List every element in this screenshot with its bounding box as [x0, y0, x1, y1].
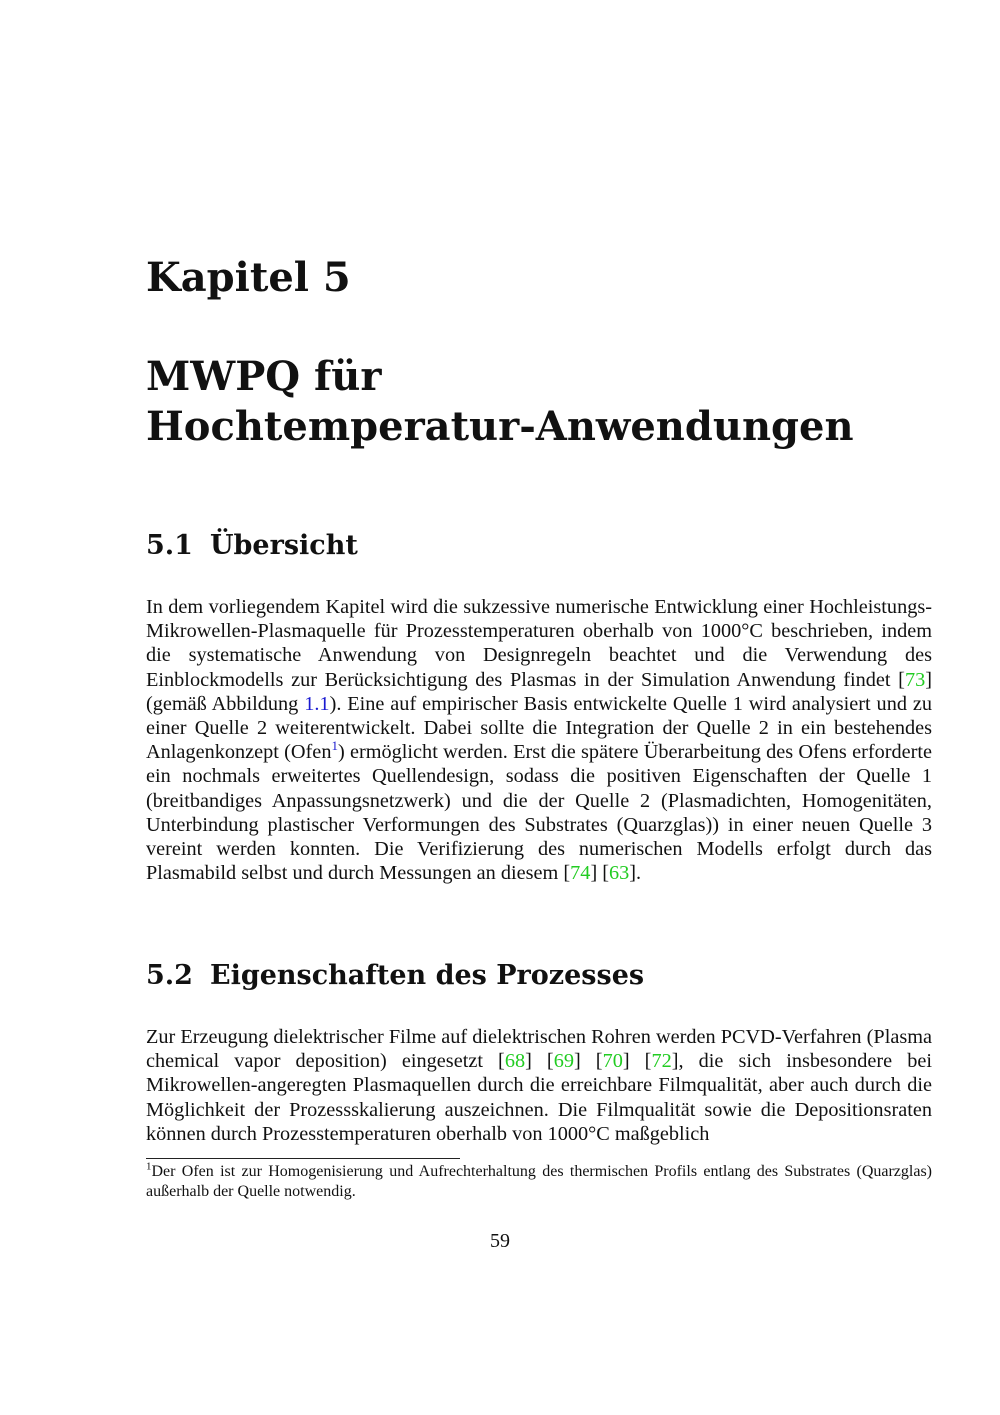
- paragraph-overview: [146, 595, 932, 885]
- chapter-title-line-2: Hochtemperatur-Anwendungen: [146, 403, 854, 450]
- paragraph-text: Zur Erzeugung dielektrischer Filme auf dielektrischen Rohren werden PCVD-Verfahren (Plasma chemical vapor deposition) eingesetzt [: [146, 1026, 932, 1073]
- page-number: 59: [490, 1230, 510, 1252]
- chapter-title-line-1: MWPQ für: [146, 353, 382, 400]
- paragraph-text: ], die sich insbesondere bei Mikrowellen-angeregten Plasmaquellen durch die erreichbare Filmqualität, aber auch durch die Möglichkeit der Prozessskalierung auszeichnen. Die Filmqualität sowie die Depositionsraten können durch Prozesstemperaturen oberhalb von 1000°C maßgeblich: [146, 1050, 932, 1145]
- footnote-text: Der Ofen ist zur Homogenisierung und Aufrechterhaltung des thermischen Profils entlang des Substrates (Quarzglas) außerhalb der Quelle notwendig.: [146, 1163, 932, 1200]
- citation-link[interactable]: 70: [602, 1050, 623, 1073]
- paragraph-text: ] [: [622, 1050, 652, 1073]
- figure-reference-link[interactable]: 1.1: [304, 692, 330, 715]
- footnote-marker-link[interactable]: 1: [331, 738, 338, 754]
- section-heading-5-1: [146, 528, 358, 564]
- citation-link[interactable]: 68: [504, 1050, 526, 1073]
- paragraph-text: ] [: [573, 1050, 603, 1073]
- citation-link[interactable]: 72: [651, 1050, 672, 1073]
- footnote: [146, 1162, 932, 1202]
- section-number: 5.1: [146, 530, 193, 561]
- footnote-divider: [146, 1158, 460, 1159]
- paragraph-text: ] [: [590, 862, 610, 885]
- citation-link[interactable]: 69: [553, 1050, 574, 1073]
- paragraph-process: [146, 1025, 932, 1146]
- footnote-number: 1: [146, 1160, 152, 1173]
- citation-link[interactable]: 73: [904, 668, 926, 691]
- paragraph-text: ] [: [525, 1050, 554, 1073]
- paragraph-text: In dem vorliegendem Kapitel wird die sukzessive numerische Entwicklung einer Hochleistungs-Mikrowellen-Plasmaquelle für Prozesstemperaturen oberhalb von 1000°C beschrieben, indem die systematische Anwendung von Designregeln beachtet und die Verwendung des Einblockmodells zur Berücksichtigung des Plasmas in der Simulation Anwendung findet [: [146, 596, 932, 691]
- chapter-title: [146, 352, 906, 452]
- section-title: Eigenschaften des Prozesses: [210, 960, 645, 991]
- section-title: Übersicht: [210, 530, 358, 561]
- chapter-label: Kapitel 5: [146, 254, 351, 301]
- paragraph-text: ). Eine auf empirischer Basis entwickelte Quelle 1 wird analysiert und zu einer Quelle 2 weiterentwickelt. Dabei sollte die Integration der Quelle 2 in ein bestehendes Anlagenkonzept (Ofen: [146, 692, 932, 764]
- citation-link[interactable]: 74: [570, 862, 591, 885]
- section-heading-5-2: [146, 958, 644, 994]
- citation-link[interactable]: 63: [609, 862, 630, 885]
- paragraph-text: ].: [629, 862, 642, 885]
- paragraph-text: ) ermöglicht werden. Erst die spätere Überarbeitung des Ofens erforderte ein nochmals erweitertes Quellendesign, sodass die positiven Eigenschaften der Quelle 1 (breitbandiges Anpassungsnetzwerk) und die der Quelle 2 (Plasmadichten, Homogenitäten, Unterbindung plastischer Verformungen des Substrates (Quarzglas)) in einer neuen Quelle 3 vereint werden konnten. Die Verifizierung des numerischen Modells erfolgt durch das Plasmabild selbst und durch Messungen an diesem [: [146, 741, 933, 885]
- section-number: 5.2: [146, 960, 193, 991]
- paragraph-text: ](gemäß Abbildung: [146, 668, 932, 715]
